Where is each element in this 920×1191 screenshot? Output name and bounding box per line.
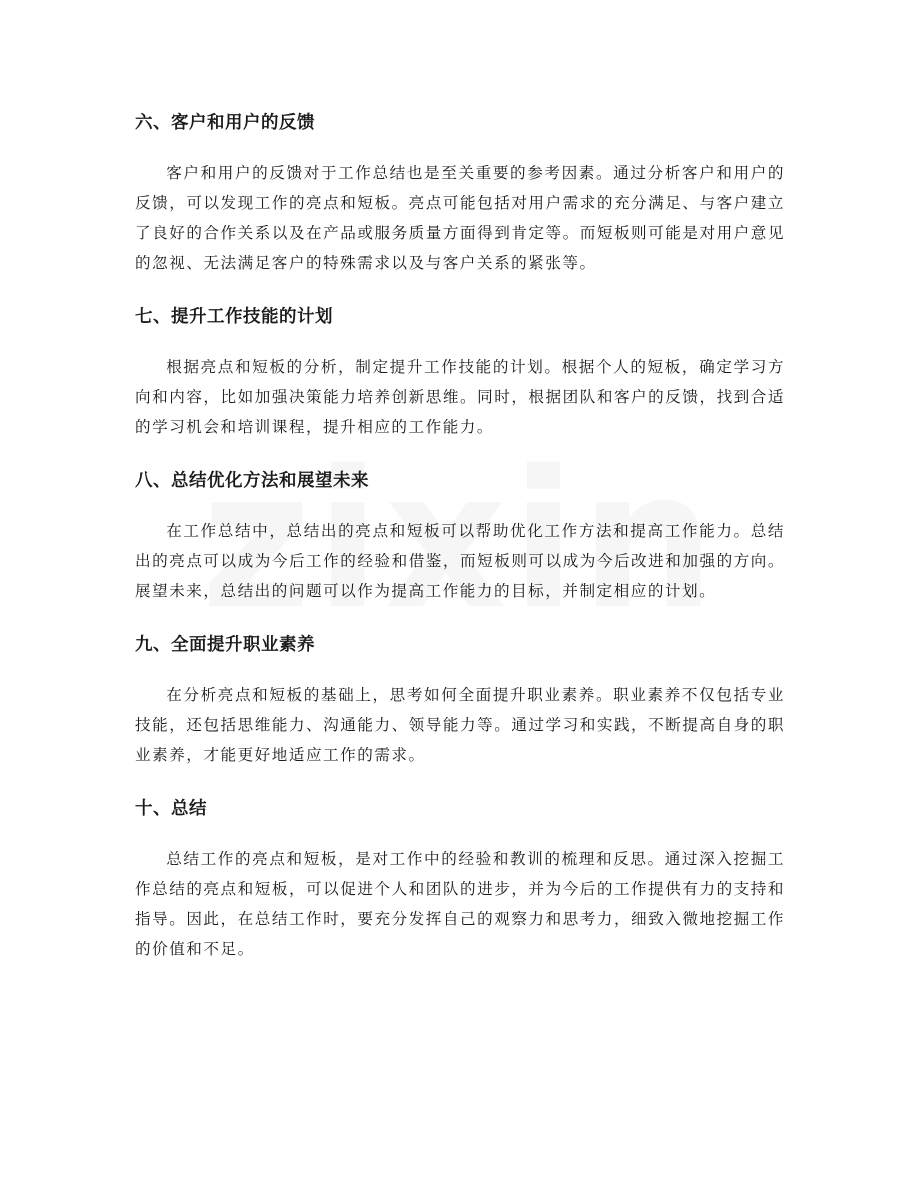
section-professionalism: [135, 626, 785, 770]
section-customer-feedback: [135, 104, 785, 278]
section-optimize-future: [135, 462, 785, 606]
section-paragraph: 总结工作的亮点和短板，是对工作中的经验和教训的梳理和反思。通过深入挖掘工作总结的亮点和短板，可以促进个人和团队的进步，并为今后的工作提供有力的支持和指导。因此，在总结工作时，要充分发挥自己的观察力和思考力，细致入微地挖掘工作的价值和不足。: [135, 850, 785, 958]
section-paragraph: 客户和用户的反馈对于工作总结也是至关重要的参考因素。通过分析客户和用户的反馈，可以发现工作的亮点和短板。亮点可能包括对用户需求的充分满足、与客户建立了良好的合作关系以及在产品或服务质量方面得到肯定等。而短板则可能是对用户意见的忽视、无法满足客户的特殊需求以及与客户关系的紧张等。: [135, 164, 785, 272]
section-title: 十、总结: [135, 799, 207, 819]
section-paragraph: 在分析亮点和短板的基础上，思考如何全面提升职业素养。职业素养不仅包括专业技能，还包括思维能力、沟通能力、领导能力等。通过学习和实践，不断提高自身的职业素养，才能更好地适应工作的需求。: [135, 686, 785, 764]
section-conclusion: [135, 790, 785, 964]
section-title: 九、全面提升职业素养: [135, 635, 315, 655]
section-title: 七、提升工作技能的计划: [135, 307, 333, 327]
section-title: 六、客户和用户的反馈: [135, 113, 315, 133]
section-paragraph: 根据亮点和短板的分析，制定提升工作技能的计划。根据个人的短板，确定学习方向和内容，比如加强决策能力培养创新思维。同时，根据团队和客户的反馈，找到合适的学习机会和培训课程，提升相应的工作能力。: [135, 358, 785, 436]
section-skill-plan: [135, 298, 785, 442]
section-title: 八、总结优化方法和展望未来: [135, 471, 369, 491]
section-paragraph: 在工作总结中，总结出的亮点和短板可以帮助优化工作方法和提高工作能力。总结出的亮点可以成为今后工作的经验和借鉴，而短板则可以成为今后改进和加强的方向。展望未来，总结出的问题可以作为提高工作能力的目标，并制定相应的计划。: [135, 522, 785, 600]
document-content: [135, 104, 785, 984]
